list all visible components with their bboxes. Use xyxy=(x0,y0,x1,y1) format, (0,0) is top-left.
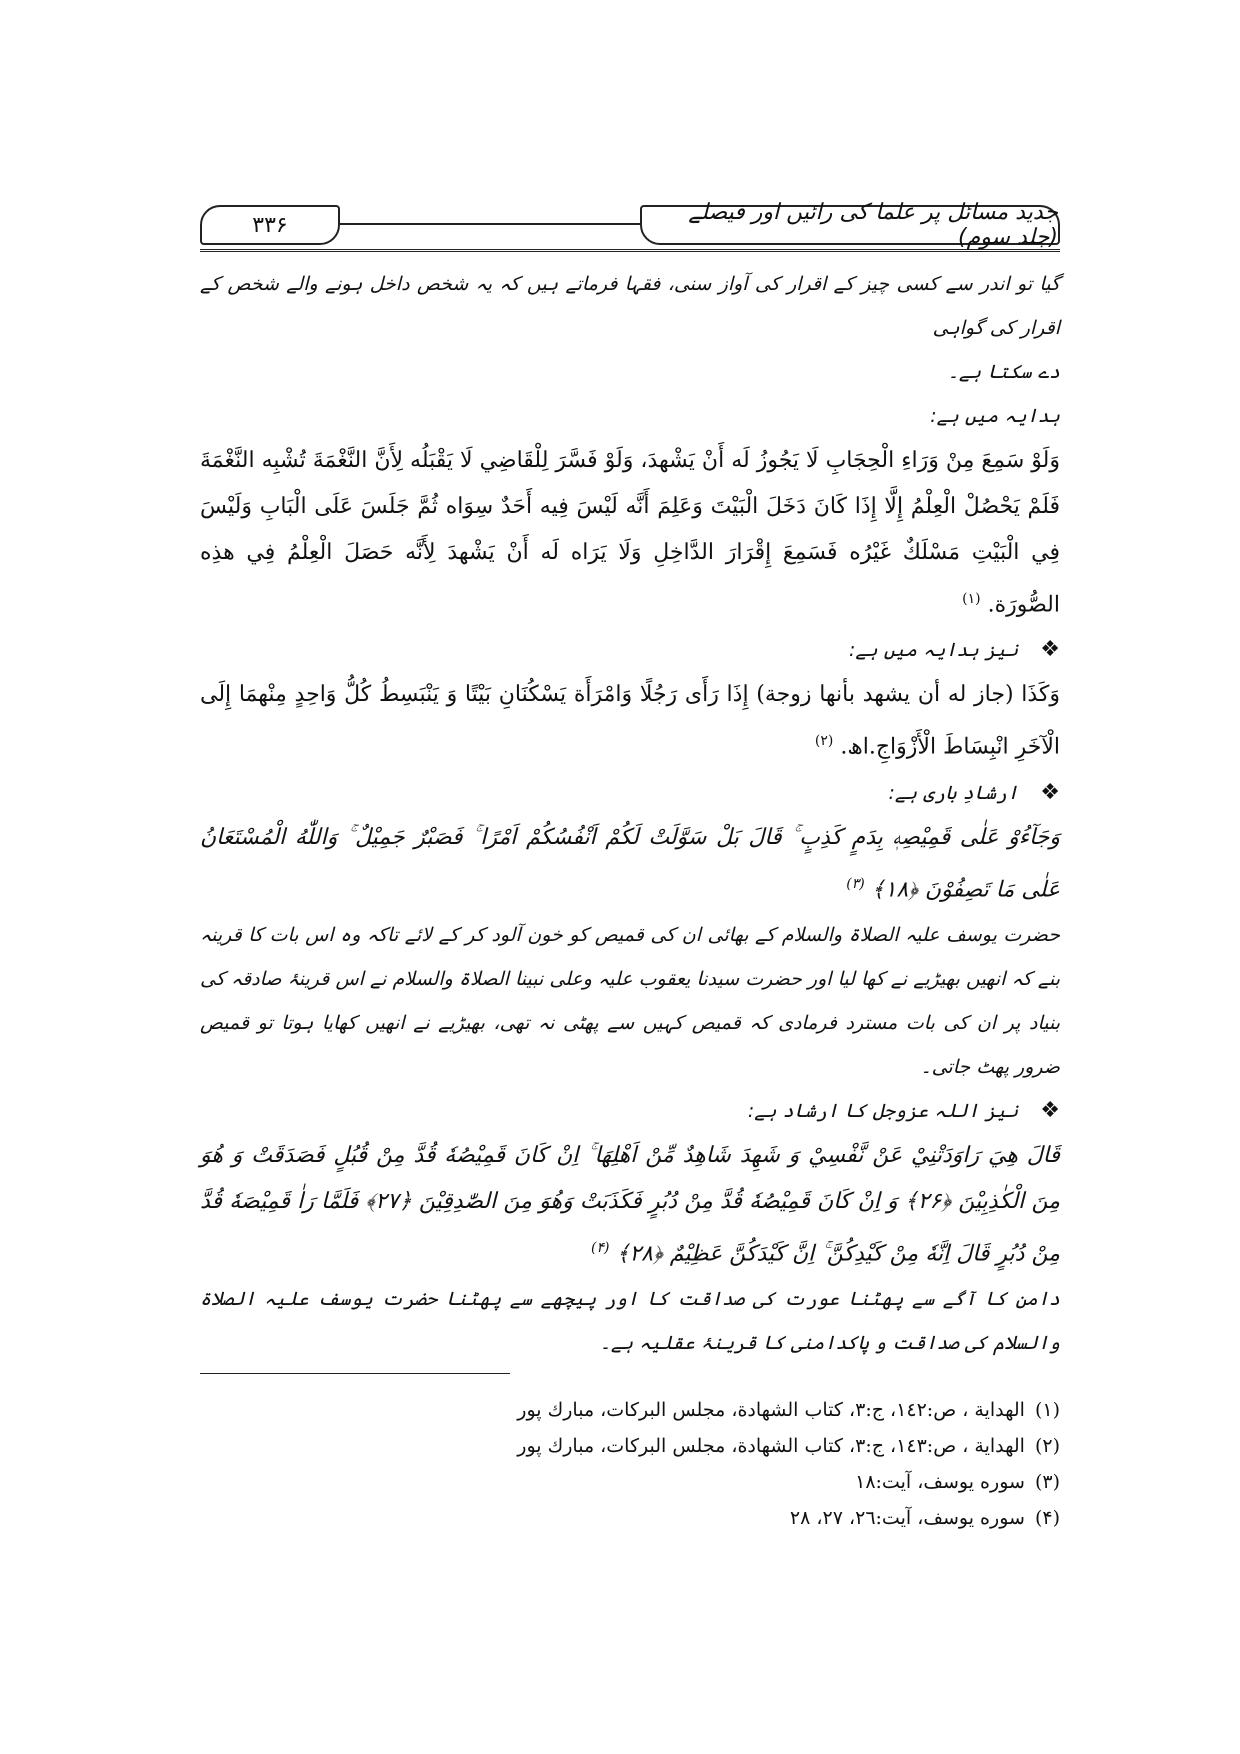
header-divider xyxy=(340,223,640,225)
hidaya-intro: ہدایہ میں ہے: xyxy=(930,405,1060,427)
quran-verse-2: قَالَ هِيَ رَاوَدَتْنِيْ عَنْ نَّفْسِيْ وَ شَهِدَ شَاهِدٌ مِّنْ اَهْلِهَا ۚ اِنْ كَانَ قَمِيْصُهٗ قُدَّ مِنْ قُبُلٍ فَصَدَقَتْ وَ هُوَ مِنَ الْكٰذِبِيْنَ ﴿۲۶﴾ وَ اِنْ كَانَ قَمِيْصُهٗ قُدَّ مِنْ دُبُرٍ فَكَذَبَتْ وَهُوَ مِنَ الصّٰدِقِيْنَ ﴿۲۷﴾ فَلَمَّا رَاٰ قَمِيْصَهٗ قُدَّ مِنْ دُبُرٍ قَالَ اِنَّهٗ مِنْ كَيْدِكُنَّ ۚ اِنَّ كَيْدَكُنَّ عَظِيْمٌ ﴿۲۸﴾ $^{(۴)}$ xyxy=(200,1142,1060,1267)
page-body xyxy=(200,262,1060,1365)
irshad-intro-2: نیز اللہ عزوجل کا ارشاد ہے: xyxy=(747,1099,1019,1122)
quran-verse-1: وَجَآءُوْ عَلٰى قَمِيْصِهٖ بِدَمٍ كَذِبٍ ۚ قَالَ بَلْ سَوَّلَتْ لَكُمْ اَنْفُسُكُمْ اَمْرًا ۚ فَصَبْرٌ جَمِيْلٌ ۚ وَاللّٰهُ الْمُسْتَعَانُ عَلٰى مَا تَصِفُوْنَ ﴿۱۸﴾ $^{(۳)}$ xyxy=(200,824,1060,902)
footnote-3: (۳)سوره یوسف، آیت:١٨ xyxy=(855,1471,1060,1493)
arabic-quote-1: وَلَوْ سَمِعَ مِنْ وَرَاءِ الْحِجَابِ لَا يَجُوزُ لَه أَنْ يَشْهدَ، وَلَوْ فَسَّرَ لِلْقَاضِي لَا يَقْبَلُه لِأَنَّ النَّغْمَةَ تُشْبِه النَّغْمَةَ فَلَمْ يَحْصُلْ الْعِلْمُ إِلَّا إِذَا كَانَ دَخَلَ الْبَيْتَ وَعَلِمَ أَنَّه لَيْسَ فِيه أَحَدٌ سِوَاه ثُمَّ جَلَسَ عَلَى الْبَابِ وَلَيْسَ فِي الْبَيْتِ مَسْلَكٌ غَيْرُه فَسَمِعَ إِقْرَارَ الدَّاخِلِ وَلَا يَرَاه لَه أَنْ يَشْهدَ لِأَنَّه حَصَلَ الْعِلْمُ فِي هذِه الصُّورَة. $^{(۱)}$ xyxy=(200,448,1060,618)
bullet-diamond-icon: ❖ xyxy=(1040,637,1060,663)
footnote-ref-1: (۱) xyxy=(962,591,981,607)
bullet-irshad-2 xyxy=(200,1089,1060,1133)
footnote-ref-3: (۳) xyxy=(846,875,865,892)
page-number-box xyxy=(200,205,340,245)
book-title-box xyxy=(640,200,1060,250)
irshad-intro: ارشادِ باری ہے: xyxy=(888,781,1019,804)
footnote-rule xyxy=(200,1373,510,1374)
footnotes xyxy=(200,1392,1060,1536)
footnote-2: (۲)الهداية ، ص:١٤٣، ج:٣، كتاب الشهادة، مجلس البركات، مبارك پور xyxy=(517,1435,1060,1457)
bullet-diamond-icon: ❖ xyxy=(1040,1097,1060,1123)
arabic-quote-2: وَكَذَا (جاز له أن يشهد بأنها زوجة) إِذَا رَأَى رَجُلًا وَامْرَأَة يَسْكُنَانِ بَيْتًا وَ يَنْبَسِطُ كُلُّ وَاحِدٍ مِنْهمَا إِلَى الْآخَرِ انْبِسَاطَ الْأَزْوَاجِ.اھ. $^{(۲)}$ xyxy=(200,682,1060,760)
footnote-4: (۴)سوره یوسف، آیت:٢٦، ٢٧، ٢٨ xyxy=(789,1507,1060,1529)
bullet-diamond-icon: ❖ xyxy=(1040,779,1060,805)
footnote-ref-4: (۴) xyxy=(590,1239,610,1256)
bullet-irshad xyxy=(200,771,1060,815)
page-number: ۳۳۶ xyxy=(252,212,288,238)
footnote-ref-2: (۲) xyxy=(814,733,834,750)
urdu-paragraph-2: حضرت یوسف علیہ الصلاۃ والسلام کے بھائی ان کی قمیص کو خون آلود کر کے لائے تاکہ وہ اس بات کا قرینہ بنے کہ انھیں بھیڑیے نے کھا لیا اور حضرت سیدنا یعقوب علیہ وعلی نبینا الصلاۃ والسلام نے اس قرینۂ صادقہ کی بنیاد پر ان کی بات مسترد فرمادی کہ قمیص کہیں سے پھٹی نہ تھی، بھیڑیے نے انھیں کھایا ہوتا تو قمیص ضرور پھٹ جاتی۔ xyxy=(200,923,1060,1078)
urdu-paragraph-3: دامن کا آگے سے پھٹنا عورت کی صداقت کا اور پیچھے سے پھٹنا حضرت یوسف علیہ الصلاۃ والسلام کی صداقت و پاکدامنی کا قرینۂ عقلیہ ہے۔ xyxy=(200,1288,1060,1355)
header-rule xyxy=(200,249,1060,255)
book-title: جدید مسائل پر علما کی رائیں اور فیصلے (جلد سوم) xyxy=(688,200,1058,250)
hidaya-intro-2: نیز ہدایہ میں ہے: xyxy=(849,639,1019,662)
bullet-hidaya-2 xyxy=(200,628,1060,672)
page-header xyxy=(200,200,1060,251)
urdu-paragraph-1: گیا تو اندر سے کسی چیز کے اقرار کی آواز سنی، فقہا فرماتے ہیں کہ یہ شخص داخل ہونے والے شخص کے اقرار کی گواہی دے سکتا ہے۔ xyxy=(200,273,1060,383)
footnote-1: (۱)الهداية ، ص:١٤٢، ج:٣، كتاب الشهادة، مجلس البركات، مبارك پور xyxy=(517,1399,1060,1421)
